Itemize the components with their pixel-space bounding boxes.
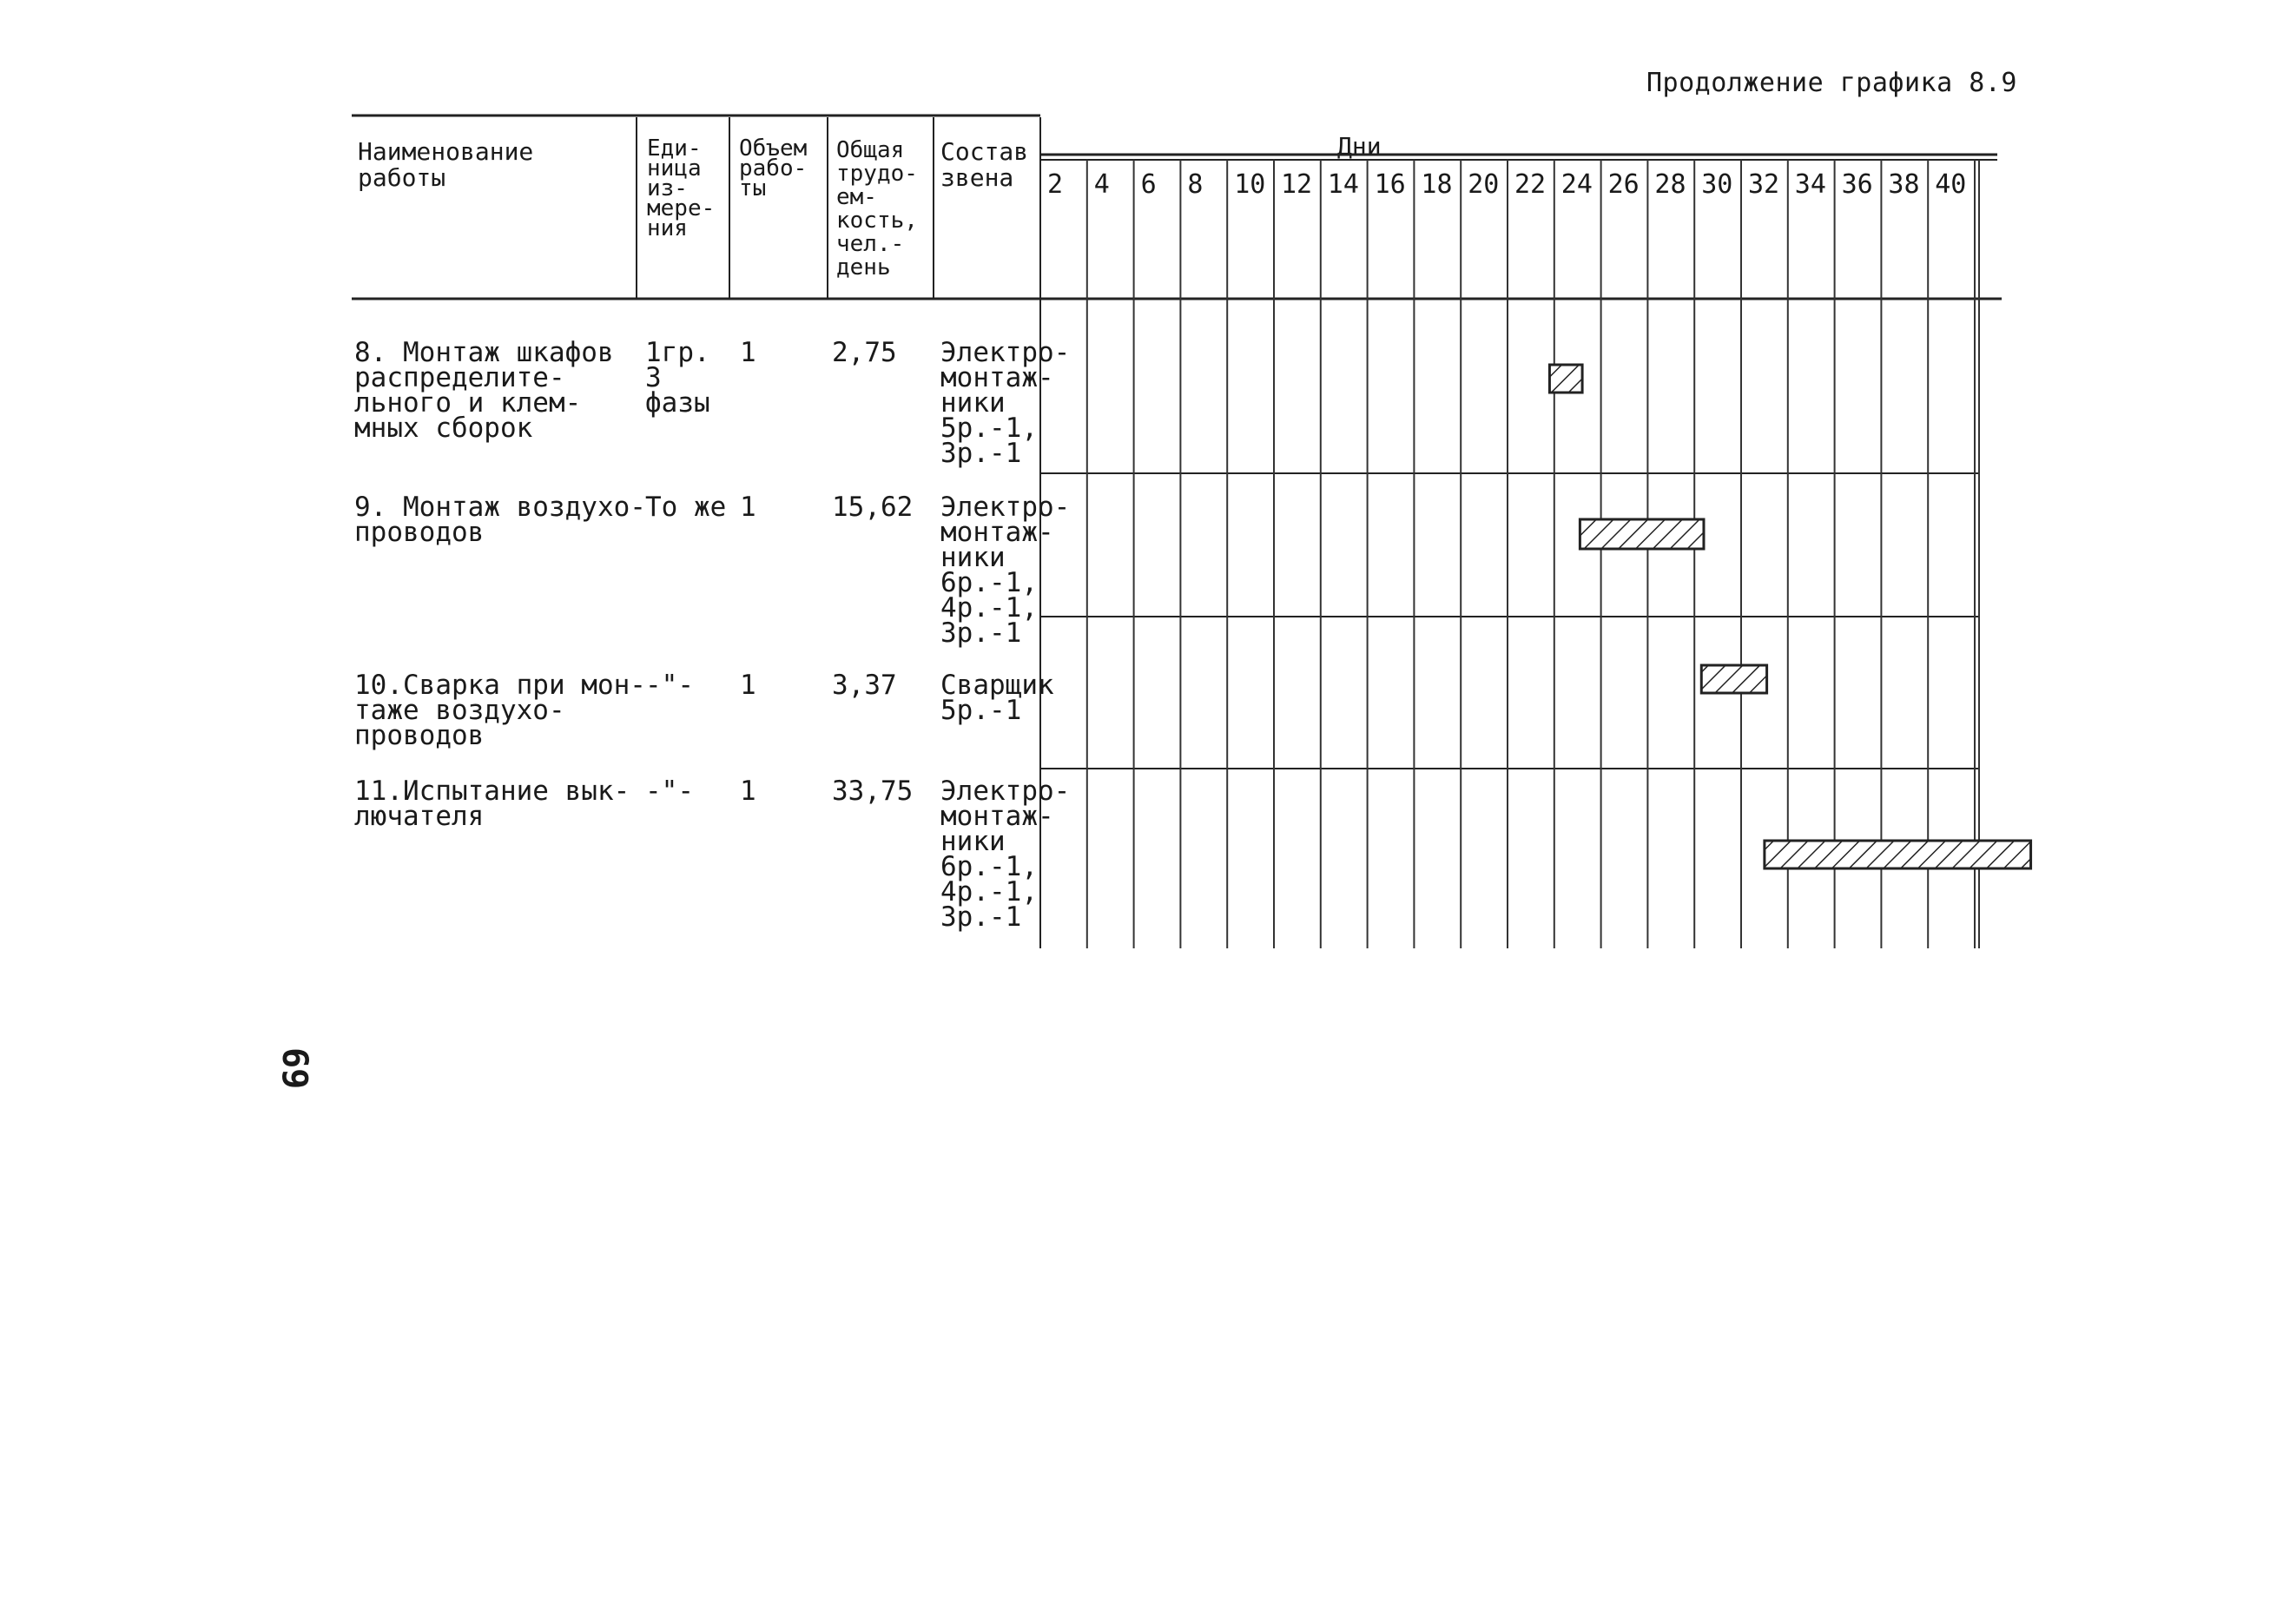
row-11-labor: 33,75 <box>832 776 914 807</box>
day-tick-label: 20 <box>1468 169 1500 200</box>
row-9-labor: 15,62 <box>832 492 914 523</box>
day-tick-label: 24 <box>1560 169 1593 200</box>
row-11-unit: -"- <box>645 776 694 807</box>
day-tick-label: 36 <box>1841 169 1873 200</box>
day-tick-label: 26 <box>1607 169 1640 200</box>
row-9-volume: 1 <box>740 492 756 523</box>
row-10-unit: -"- <box>645 670 694 701</box>
page-caption: Продолжение графика 8.9 <box>1646 68 2017 98</box>
day-tick-label: 40 <box>1935 169 1967 200</box>
day-tick-label: 16 <box>1374 169 1406 200</box>
day-tick-label: 2 <box>1047 169 1064 200</box>
day-tick-label: 28 <box>1654 169 1686 200</box>
day-tick-label: 22 <box>1514 169 1547 200</box>
row-11-crew: Электро- монтаж- ники 6р.-1, 4р.-1, 3р.-1 <box>940 776 1071 933</box>
row-8-volume: 1 <box>740 337 756 368</box>
header-days: Дни <box>1337 132 1382 161</box>
schedule-bar-row-9 <box>1580 519 1704 549</box>
row-8-labor: 2,75 <box>832 337 897 368</box>
header-labor: Общая трудо- ем- кость, чел.- день <box>836 137 918 281</box>
day-tick-label: 14 <box>1327 169 1359 200</box>
row-10-volume: 1 <box>740 670 756 701</box>
day-tick-label: 34 <box>1794 169 1826 200</box>
header-crew: Состав звена <box>940 137 1029 192</box>
day-tick-label: 12 <box>1281 169 1313 200</box>
row-10-labor: 3,37 <box>832 670 897 701</box>
row-11-volume: 1 <box>740 776 756 807</box>
header-name: Наименование работы <box>358 137 534 192</box>
schedule-bar-row-11 <box>1765 841 2031 868</box>
row-9-unit: То же <box>645 492 727 523</box>
schedule-bar-row-10 <box>1701 665 1766 693</box>
day-tick-label: 4 <box>1093 169 1110 200</box>
row-8-crew: Электро- монтаж- ники 5р.-1, 3р.-1 <box>940 337 1071 469</box>
row-9-crew: Электро- монтаж- ники 6р.-1, 4р.-1, 3р.-1 <box>940 492 1071 649</box>
day-tick-label: 6 <box>1140 169 1157 200</box>
row-8-name: 8. Монтаж шкафов распределите- льного и клем- мных сборок <box>354 337 614 444</box>
row-10-crew: Сварщик 5р.-1 <box>940 670 1054 726</box>
page-number: 69 <box>274 1047 314 1090</box>
day-tick-label: 30 <box>1701 169 1733 200</box>
row-8-unit: 1гр. 3 фазы <box>645 337 710 419</box>
day-tick-label: 10 <box>1234 169 1266 200</box>
header-unit: Еди- ница из- мере- ния <box>647 135 716 241</box>
day-tick-label: 8 <box>1187 169 1204 200</box>
day-tick-label: 18 <box>1421 169 1453 200</box>
day-tick-label: 32 <box>1748 169 1780 200</box>
row-11-name: 11.Испытание вык- лючателя <box>354 776 630 832</box>
header-volume: Объем рабо- ты <box>739 135 808 201</box>
day-tick-label: 38 <box>1888 169 1920 200</box>
schedule-bar-row-8 <box>1549 365 1582 393</box>
row-9-name: 9. Монтаж воздухо- проводов <box>354 492 646 548</box>
row-10-name: 10.Сварка при мон- таже воздухо- проводов <box>354 670 646 751</box>
